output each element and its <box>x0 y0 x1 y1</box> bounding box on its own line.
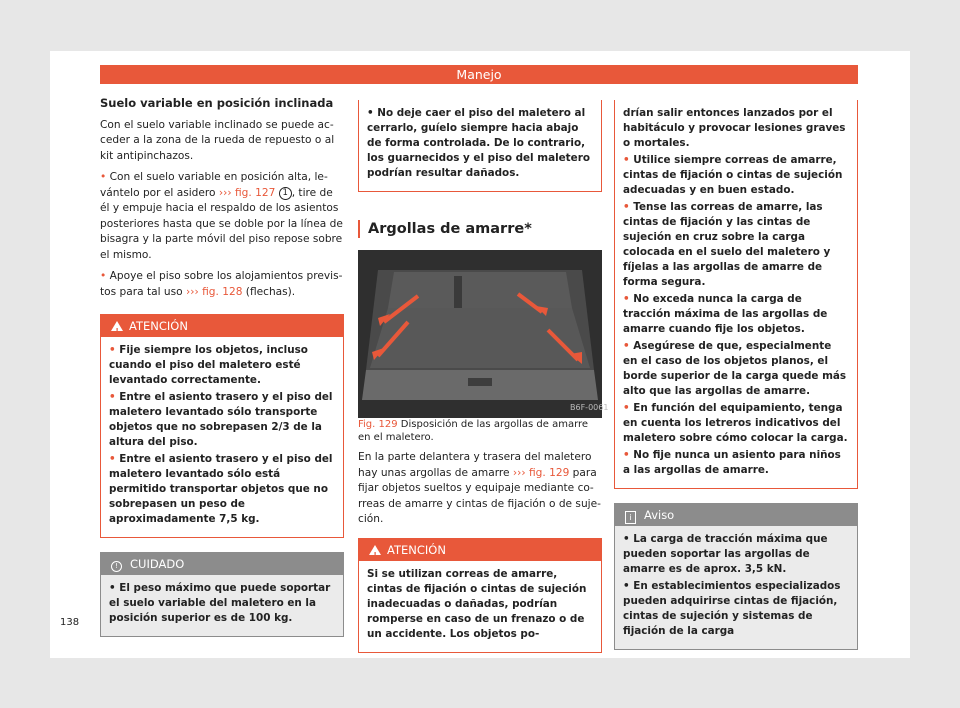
notice-box <box>614 503 858 650</box>
notice-body <box>615 526 857 649</box>
warning-item: • Utilice siempre correas de amarre, cintas de fijación o cintas de sujeción adecuadas y en buen estado. <box>623 154 843 196</box>
caution-header <box>101 553 343 575</box>
body-paragraph: En la parte delantera y trasera del maletero hay unas argollas de amarre ››› fig. 129 para fijar objetos sueltos y equipaje mediante correas de amarre y cintas de fijación o de sujeción. <box>358 451 601 525</box>
intro-paragraph: Con el suelo variable inclinado se puede acceder a la zona de la rueda de repuesto o al kit antipinchazos. <box>100 118 335 162</box>
figure-caption <box>358 418 602 444</box>
warning-box-continued <box>614 100 858 489</box>
warning-title: ATENCIÓN <box>387 542 446 557</box>
page-header: Manejo <box>100 65 858 84</box>
warning-icon <box>111 321 123 331</box>
page-number: 138 <box>60 617 80 628</box>
trunk-illustration <box>358 250 609 418</box>
caution-item: • El peso máximo que puede soportar el suelo variable del maletero en la posición superior es de 100 kg. <box>109 582 331 624</box>
text: Con el suelo variable en posición alta, levántelo por el asidero <box>100 171 328 199</box>
text: , tire de él y empuje hacia el respaldo de los asientos posteriores hasta que se doble por la línea de bisagra y la parte móvil del piso repose sobre el mismo. <box>100 186 343 261</box>
warning-body <box>359 561 601 652</box>
trunk-figure <box>358 250 609 418</box>
caution-box <box>100 552 344 637</box>
column-left <box>100 96 344 637</box>
column-middle <box>358 100 609 653</box>
figure-link[interactable]: ››› fig. 129 <box>512 466 570 479</box>
warning-box <box>358 538 602 653</box>
figure-link[interactable]: ››› fig. 128 <box>186 285 243 298</box>
warning-item: • Entre el asiento trasero y el piso del maletero levantado sólo transporte objetos que no sobrepasen 2/3 de la altura del piso. <box>109 391 333 448</box>
caption-text: Disposición de las argollas de amarre en el maletero. <box>358 419 589 443</box>
list-item <box>100 170 344 263</box>
notice-header <box>615 504 857 526</box>
warning-item: • Entre el asiento trasero y el piso del maletero levantado sólo está permitido transportar objetos que no sobrepasen un peso de aproximadamente 7,5 kg. <box>109 453 333 525</box>
section-heading: Suelo variable en posición inclinada <box>100 96 334 110</box>
bullet-icon: • <box>100 270 110 282</box>
warning-body <box>359 100 601 191</box>
warning-item: • Tense las correas de amarre, las cintas de fijación y las cintas de sujeción en cruz sobre la carga colocada en el suelo del maletero y fíjelas a las argollas de amarre de forma segura. <box>623 201 831 288</box>
warning-item: • Fije siempre los objetos, incluso cuando el piso del maletero esté levantado correctamente. <box>109 344 308 386</box>
text: Apoye el piso sobre los alojamientos previstos para tal uso <box>100 270 343 298</box>
figure-link[interactable]: ››› fig. 127 <box>218 186 276 199</box>
warning-item: • No fije nunca un asiento para niños a las argollas de amarre. <box>623 449 841 476</box>
warning-item: • No exceda nunca la carga de tracción máxima de las argollas de amarre cuando fije los objetos. <box>623 293 828 335</box>
column-right <box>614 100 858 650</box>
notice-item: • En establecimientos especializados pueden adquirirse cintas de fijación, cintas de sujeción y sistemas de fijación de la carga <box>623 580 841 637</box>
bullet-icon: • <box>100 171 110 183</box>
warning-box-continued <box>358 100 602 192</box>
warning-header <box>359 539 601 561</box>
caution-icon: ! <box>111 561 122 572</box>
figure-label: Fig. 129 <box>358 419 398 430</box>
warning-item: • No deje caer el piso del maletero al cerrarlo, guíelo siempre hacia abajo de forma controlada. De lo contrario, los guarnecidos y el piso del maletero podrían resultar dañados. <box>367 107 590 179</box>
list-item <box>100 269 344 300</box>
callout-number: 1 <box>279 187 292 200</box>
warning-body <box>615 100 857 488</box>
warning-text: Si se utilizan correas de amarre, cintas de fijación o cintas de sujeción inadecuadas o dañadas, podrían romperse en caso de un frenazo o de un accidente. Los objetos po- <box>367 567 587 640</box>
notice-item: • La carga de tracción máxima que pueden soportar las argollas de amarre es de aprox. 3,5 kN. <box>623 533 828 575</box>
warning-text: drían salir entonces lanzados por el habitáculo y provocar lesiones graves o mortales. <box>623 107 846 149</box>
info-icon: i <box>625 511 636 524</box>
section-title: Argollas de amarre* <box>358 220 602 238</box>
warning-box <box>100 314 344 538</box>
caution-body <box>101 575 343 636</box>
figure-code: B6F-0061 <box>570 403 609 412</box>
text: (flechas). <box>242 285 296 298</box>
warning-icon <box>369 545 381 555</box>
notice-title: Aviso <box>644 508 675 522</box>
caution-title: CUIDADO <box>130 557 185 571</box>
warning-body <box>101 337 343 537</box>
warning-item: • En función del equipamiento, tenga en cuenta los letreros indicativos del maletero sobre cómo colocar la carga. <box>623 402 848 444</box>
warning-title: ATENCIÓN <box>129 319 188 333</box>
warning-item: • Asegúrese de que, especialmente en el caso de los objetos planos, el borde superior de la carga quede más alto que las argollas de amarre. <box>623 340 847 397</box>
warning-header <box>101 315 343 337</box>
